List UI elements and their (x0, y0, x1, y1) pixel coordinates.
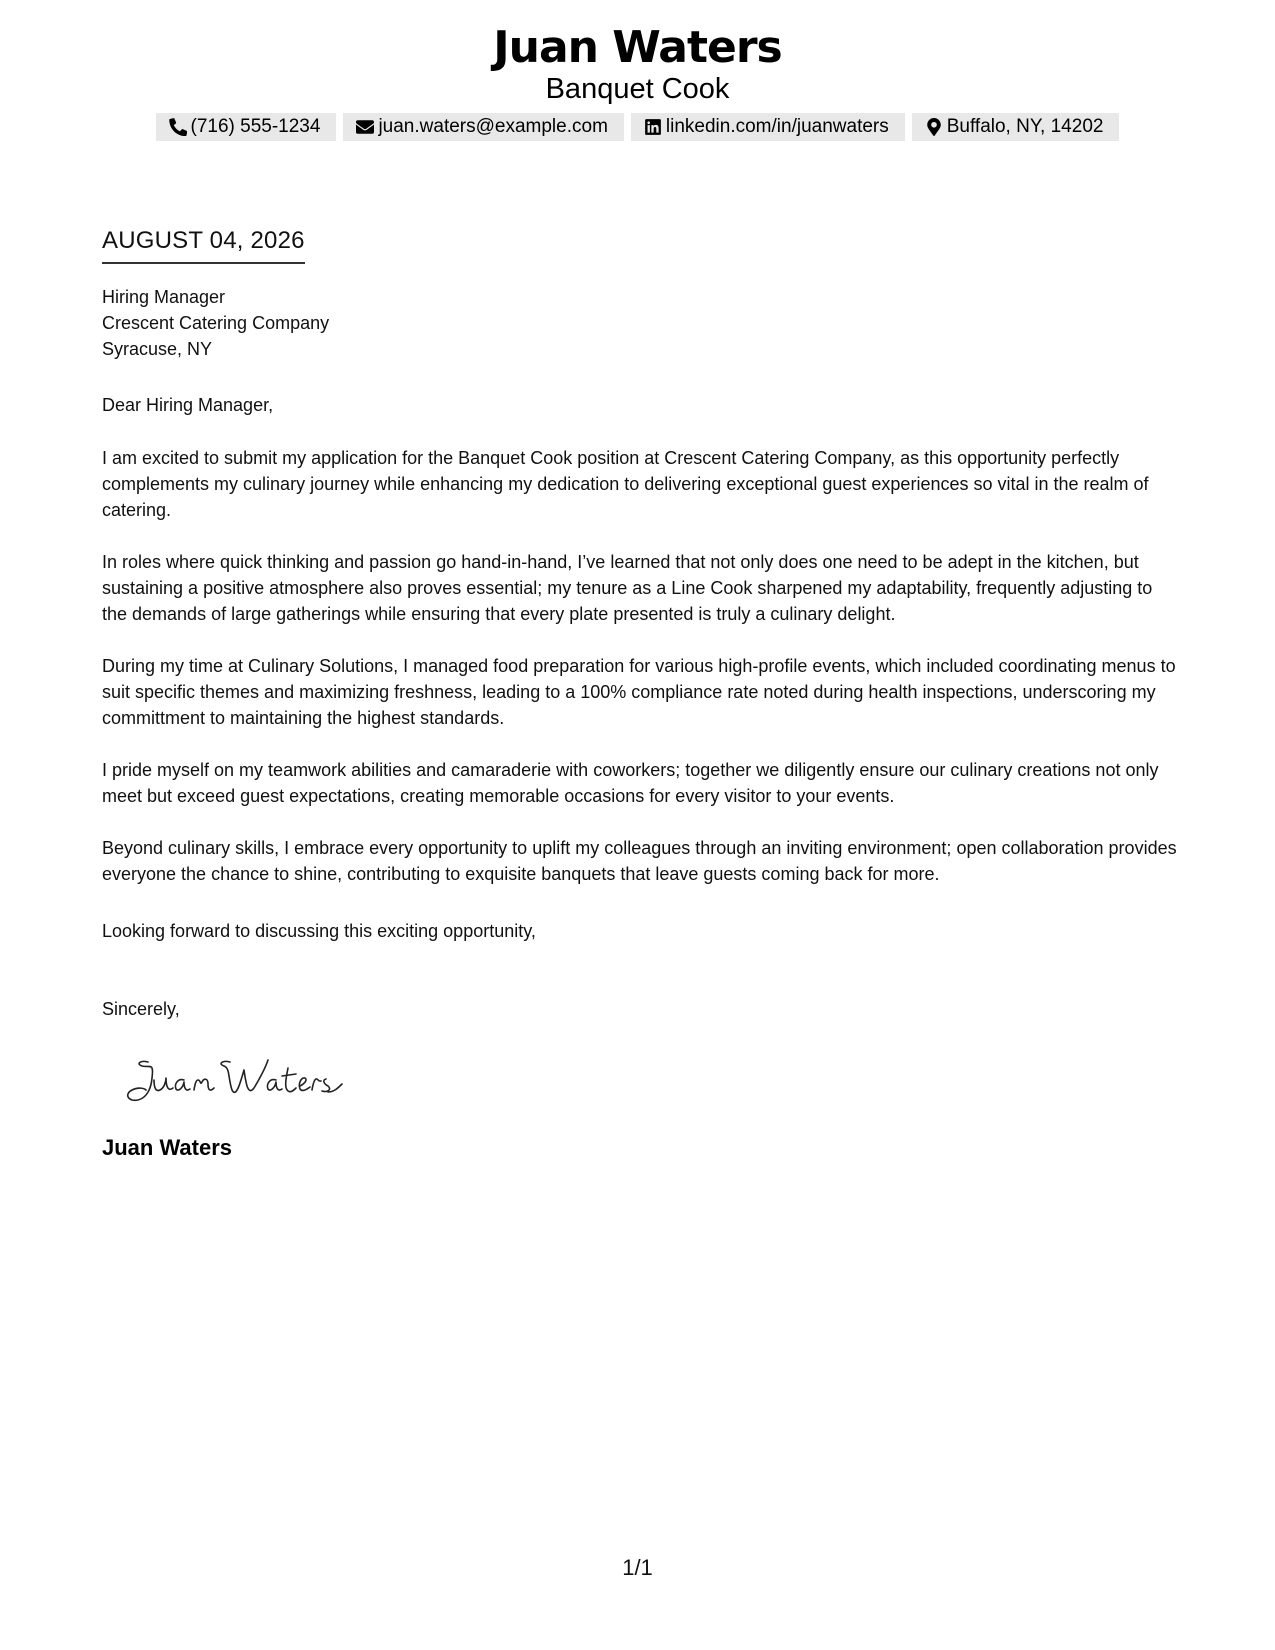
contact-location (912, 113, 1120, 141)
email-address[interactable]: juan.waters@example.com (378, 116, 608, 137)
phone-icon (168, 117, 188, 137)
applicant-name: Juan Waters (493, 22, 782, 73)
page-number: 1/1 (622, 1555, 653, 1580)
sign-off: Sincerely, (102, 999, 180, 1019)
phone-number: (716) 555-1234 (190, 116, 321, 137)
map-pin-icon (924, 117, 944, 137)
salutation: Dear Hiring Manager, (102, 395, 274, 415)
contact-bar (0, 113, 1275, 141)
recipient-company: Crescent Catering Company (102, 313, 330, 333)
recipient-location: Syracuse, NY (102, 339, 213, 359)
body-paragraph: I pride myself on my teamwork abilities and camaraderie with coworkers; together we diligently ensure our culinary creations not only meet but exceed guest expectations, creating memorable occasions for every visitor to your events. (102, 760, 1159, 806)
linkedin-icon (643, 117, 663, 137)
handwritten-signature (118, 1048, 348, 1108)
recipient-title: Hiring Manager (102, 287, 226, 307)
recipient-block (102, 284, 329, 362)
signer-name: Juan Waters (102, 1135, 233, 1160)
closing-line: Looking forward to discussing this exciting opportunity, (102, 921, 536, 941)
letter-date: AUGUST 04, 2026 (102, 226, 305, 264)
body-paragraph: I am excited to submit my application for the Banquet Cook position at Crescent Catering Company, as this opportunity perfectly complements my culinary journey while enhancing my dedication to delivering exceptional guest experiences so vital in the realm of catering. (102, 448, 1149, 520)
linkedin-url[interactable]: linkedin.com/in/juanwaters (665, 116, 889, 137)
contact-phone (156, 113, 337, 141)
job-title: Banquet Cook (545, 73, 730, 105)
body-paragraph: During my time at Culinary Solutions, I managed food preparation for various high-profile events, which included coordinating menus to suit specific themes and maximizing freshness, leading to a 100% compliance rate noted during health inspections, underscoring my committment to maintaining the highest standards. (102, 656, 1176, 728)
letter-body (102, 445, 1182, 913)
contact-email[interactable] (343, 113, 623, 141)
contact-linkedin[interactable] (631, 113, 905, 141)
envelope-icon (355, 117, 375, 137)
body-paragraph: In roles where quick thinking and passion go hand-in-hand, I’ve learned that not only does one need to be adept in the kitchen, but sustaining a positive atmosphere also proves essential; my tenure as a Line Cook sharpened my adaptability, frequently adjusting to the demands of large gatherings while ensuring that every plate presented is truly a culinary delight. (102, 552, 1153, 624)
body-paragraph: Beyond culinary skills, I embrace every opportunity to uplift my colleagues through an inviting environment; open collaboration provides everyone the chance to shine, contributing to exquisite banquets that leave guests coming back for more. (102, 838, 1177, 884)
location-text: Buffalo, NY, 14202 (946, 116, 1104, 137)
